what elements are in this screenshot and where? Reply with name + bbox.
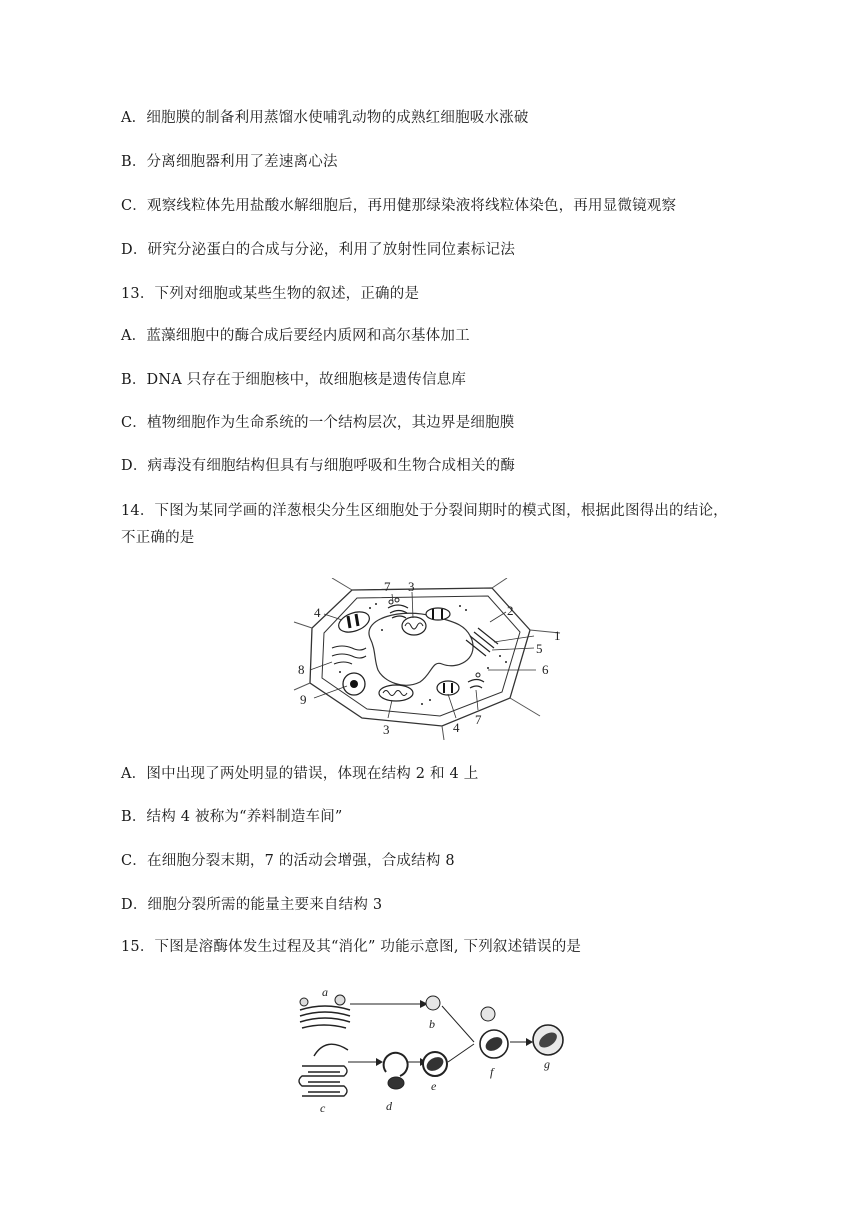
label-b: b — [429, 1017, 435, 1031]
mitochondrion-d — [388, 1077, 404, 1089]
label-5: 5 — [536, 641, 543, 656]
label-3-top: 3 — [408, 579, 415, 594]
q14-option-a: A．图中出现了两处明显的错误，体现在结构 2 和 4 上 — [121, 766, 479, 782]
lysosome-small-f — [481, 1007, 495, 1021]
golgi-apparatus — [468, 680, 484, 689]
mitochondrion — [402, 617, 426, 635]
q13-option-c: C．植物细胞作为生命系统的一个结构层次，其边界是细胞膜 — [121, 415, 515, 431]
label-d: d — [386, 1099, 392, 1112]
q12-option-d: D．研究分泌蛋白的合成与分泌，利用了放射性同位素标记法 — [121, 242, 516, 258]
q13-option-a: A．蓝藻细胞中的酶合成后要经内质网和高尔基体加工 — [121, 328, 470, 344]
chloroplast — [336, 608, 372, 636]
q14-option-d: D．细胞分裂所需的能量主要来自结构 3 — [121, 897, 383, 913]
q14-stem-line1: 14．下图为某同学画的洋葱根尖分生区细胞处于分裂间期时的模式图，根据此图得出的结论， — [121, 503, 728, 519]
q12-option-a: A．细胞膜的制备利用蒸馏水使哺乳动物的成熟红细胞吸水涨破 — [121, 110, 529, 126]
q15-lysosome-diagram — [292, 986, 582, 1112]
primary-lysosome-b — [426, 996, 440, 1010]
cell-diagram-svg — [292, 578, 564, 740]
label-8: 8 — [298, 662, 305, 677]
label-7-bottom: 7 — [475, 712, 482, 727]
label-4-bottom: 4 — [453, 720, 460, 735]
q13-stem: 13．下列对细胞或某些生物的叙述，正确的是 — [121, 286, 420, 302]
label-9: 9 — [300, 692, 307, 707]
label-c: c — [320, 1101, 326, 1112]
label-f: f — [490, 1065, 494, 1079]
chloroplast — [437, 681, 459, 695]
q13-option-d: D．病毒没有细胞结构但具有与细胞呼吸和生物合成相关的酶 — [121, 458, 516, 474]
label-4-left: 4 — [314, 605, 321, 620]
mitochondrion — [379, 685, 413, 701]
label-e: e — [431, 1079, 437, 1093]
q14-option-c: C．在细胞分裂末期，7 的活动会增强，合成结构 8 — [121, 853, 455, 869]
q15-stem: 15．下图是溶酶体发生过程及其“消化” 功能示意图, 下列叙述错误的是 — [121, 939, 582, 955]
label-a: a — [322, 986, 328, 999]
label-3-bottom: 3 — [383, 722, 390, 737]
q14-option-b: B．结构 4 被称为“养料制造车间” — [121, 809, 343, 825]
label-2: 2 — [507, 603, 514, 618]
q14-cell-diagram — [292, 578, 564, 740]
label-g: g — [544, 1057, 550, 1071]
phagophore-d — [384, 1053, 408, 1076]
label-6: 6 — [542, 662, 549, 677]
label-7-top: 7 — [384, 579, 391, 594]
q13-option-b: B．DNA 只存在于细胞核中，故细胞核是遗传信息库 — [121, 372, 467, 388]
lysosome-diagram-svg — [292, 986, 582, 1112]
golgi-a — [300, 1006, 350, 1028]
endoplasmic-reticulum — [332, 646, 366, 664]
q12-option-c: C．观察线粒体先用盐酸水解细胞后，再用健那绿染液将线粒体染色，再用显微镜观察 — [121, 198, 677, 214]
label-1: 1 — [554, 628, 561, 643]
endoplasmic-reticulum-c — [299, 1044, 348, 1096]
q14-stem-line2: 不正确的是 — [121, 530, 195, 546]
q12-option-b: B．分离细胞器利用了差速离心法 — [121, 154, 338, 170]
